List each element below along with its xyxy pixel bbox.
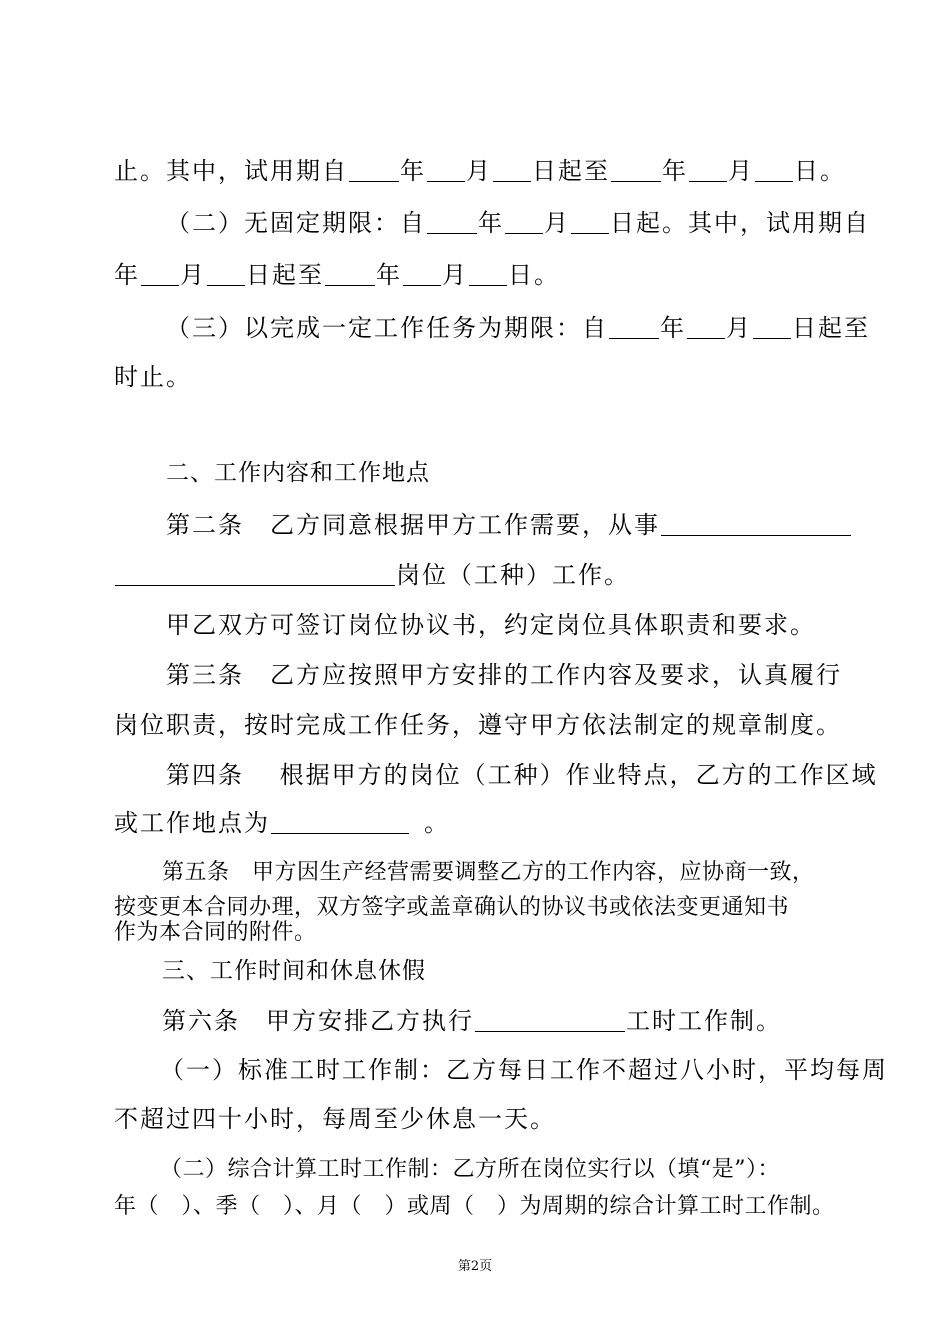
text: 。 — [424, 809, 450, 837]
text: 年 — [478, 209, 504, 237]
text: 日起至 — [792, 314, 870, 342]
text: 年 — [662, 157, 688, 185]
standard-hours-line-2: 不超过四十小时，每周至少休息一天。 — [114, 1105, 556, 1133]
text: 月 — [544, 209, 570, 237]
trial-period-line — [114, 156, 846, 186]
blank-year[interactable] — [349, 159, 399, 182]
comprehensive-hours-line-2: 年（ ）、季（ ）、月（ ）或周（ ）为周期的综合计算工时工作制。 — [114, 1194, 835, 1219]
text: 月 — [466, 157, 492, 185]
article-2-line-3: 甲乙双方可签订岗位协议书，约定岗位具体职责和要求。 — [166, 611, 816, 639]
article-6-line — [162, 1006, 782, 1036]
article-2-line-1 — [166, 510, 852, 540]
text: 月 — [728, 157, 754, 185]
text: 或工作地点为 — [114, 809, 270, 837]
blank-month[interactable] — [403, 263, 441, 286]
blank-month[interactable] — [427, 159, 465, 182]
text: （二）无固定期限：自 — [166, 209, 426, 237]
blank-year[interactable] — [611, 159, 661, 182]
blank-day[interactable] — [493, 159, 531, 182]
blank-day[interactable] — [469, 263, 507, 286]
article-2-line-2 — [114, 560, 630, 590]
blank-work-location[interactable] — [271, 811, 409, 834]
blank-month[interactable] — [689, 159, 727, 182]
text: 止。其中，试用期自 — [114, 157, 348, 185]
open-ended-term-line — [166, 208, 870, 238]
blank-day[interactable] — [753, 316, 791, 339]
text: 日起至 — [532, 157, 610, 185]
article-5-line-1: 第五条 甲方因生产经营需要调整乙方的工作内容，应协商一致， — [162, 860, 815, 885]
task-based-end-line: 时止。 — [114, 363, 192, 391]
article-3-line-2: 岗位职责，按时完成工作任务，遵守甲方依法制定的规章制度。 — [114, 711, 842, 739]
blank-job-position-cont[interactable] — [115, 563, 395, 586]
open-ended-trial-line — [114, 260, 560, 290]
blank-month[interactable] — [505, 211, 543, 234]
article-5-line-2: 按变更本合同办理，双方签字或盖章确认的协议书或依法变更通知书 — [114, 895, 790, 920]
text: 第六条 甲方安排乙方执行 — [162, 1007, 474, 1035]
blank-day[interactable] — [571, 211, 609, 234]
blank-month[interactable] — [687, 316, 725, 339]
section-heading-work-hours: 三、工作时间和休息休假 — [162, 958, 426, 984]
text: 年 — [660, 314, 686, 342]
blank-job-position[interactable] — [661, 513, 851, 536]
text: 日起。其中，试用期自 — [610, 209, 870, 237]
text: 月 — [180, 261, 206, 289]
blank-work-hour-system[interactable] — [475, 1009, 625, 1032]
page-number: 第2页 — [457, 1259, 493, 1274]
article-4-line-2 — [114, 808, 450, 838]
text: （三）以完成一定工作任务为期限：自 — [166, 314, 608, 342]
text: 月 — [726, 314, 752, 342]
text: 岗位（工种）工作。 — [396, 561, 630, 589]
blank-year[interactable] — [325, 263, 375, 286]
text: 日。 — [794, 157, 846, 185]
blank-month[interactable] — [141, 263, 179, 286]
text: 年 — [376, 261, 402, 289]
article-5-line-3: 作为本合同的附件。 — [114, 920, 317, 945]
text: 月 — [442, 261, 468, 289]
text: 工时工作制。 — [626, 1007, 782, 1035]
comprehensive-hours-line-1: （二）综合计算工时工作制：乙方所在岗位实行以（填“是”）： — [160, 1157, 780, 1182]
text: 第二条 乙方同意根据甲方工作需要，从事 — [166, 511, 660, 539]
blank-day[interactable] — [755, 159, 793, 182]
article-4-line-1: 第四条 根据甲方的岗位（工种）作业特点，乙方的工作区域 — [166, 761, 878, 789]
task-based-term-line — [166, 313, 870, 343]
text: 年 — [114, 261, 140, 289]
text: 年 — [400, 157, 426, 185]
blank-day[interactable] — [207, 263, 245, 286]
blank-year[interactable] — [609, 316, 659, 339]
text: 日。 — [508, 261, 560, 289]
article-3-line-1: 第三条 乙方应按照甲方安排的工作内容及要求，认真履行 — [166, 661, 842, 689]
blank-year[interactable] — [427, 211, 477, 234]
section-heading-work-content: 二、工作内容和工作地点 — [166, 460, 430, 486]
standard-hours-line-1: （一）标准工时工作制：乙方每日工作不超过八小时，平均每周 — [160, 1056, 888, 1084]
text: 日起至 — [246, 261, 324, 289]
